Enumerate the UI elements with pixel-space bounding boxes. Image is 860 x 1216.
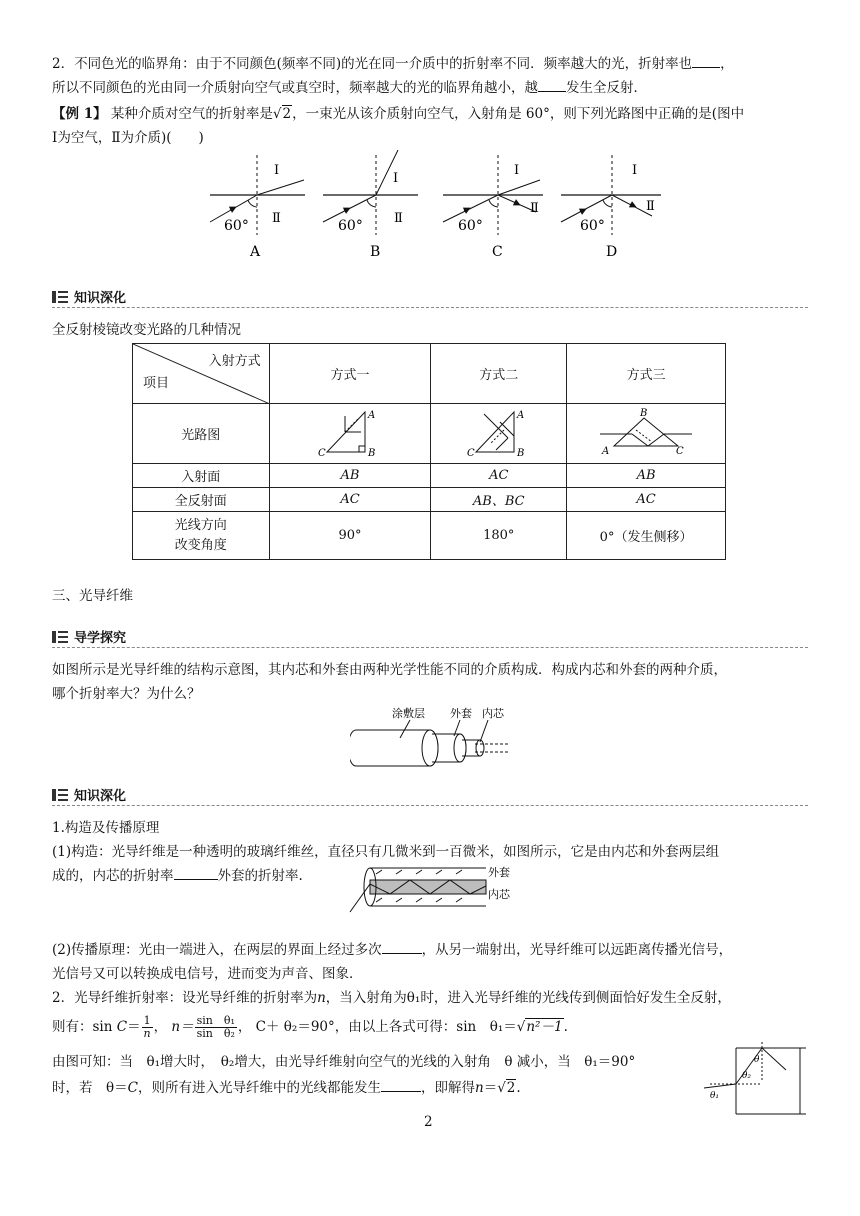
svg-text:60°: 60° <box>458 218 483 234</box>
subheading <box>52 818 159 838</box>
paragraph-line <box>52 988 731 1008</box>
fill-blank[interactable] <box>381 1078 421 1092</box>
table-cell: AB、BC <box>431 488 567 512</box>
text: ， <box>153 1019 168 1035</box>
svg-text:θ₁: θ₁ <box>710 1091 720 1101</box>
prism-diagram-cell <box>431 404 567 464</box>
table-cell: 0°（发生侧移） <box>567 512 726 560</box>
svg-text:Ⅰ: Ⅰ <box>514 163 520 178</box>
sqrt-value: 2 <box>506 1080 516 1096</box>
row-label <box>133 512 270 560</box>
text: . <box>563 1019 568 1035</box>
example-tag: 【例 1】 <box>52 106 107 122</box>
paragraph-line <box>52 964 363 984</box>
text: ， <box>720 56 734 72</box>
svg-text:Ⅱ: Ⅱ <box>646 199 655 214</box>
row-label-line: 光线方向 <box>174 517 227 533</box>
svg-text:60°: 60° <box>338 218 363 234</box>
svg-text:A: A <box>367 409 376 421</box>
svg-text:C: C <box>676 445 684 457</box>
option-c-diagram[interactable] <box>443 155 543 260</box>
text: 光信号又可以转换成电信号，进而变为声音、图象． <box>52 966 363 982</box>
prism-diagram-cell <box>269 404 431 464</box>
var-n: n <box>317 990 326 1006</box>
fill-blank[interactable] <box>538 78 566 92</box>
fraction-1-over-n: $\frac{1}{n}$ <box>143 1014 151 1040</box>
label-cladding: 外套 <box>488 866 510 879</box>
option-label: A <box>250 244 261 260</box>
label-core: 内芯 <box>482 707 504 720</box>
svg-text:A: A <box>602 445 610 457</box>
var-c: C <box>127 1080 138 1096</box>
row-label: 入射面 <box>133 464 270 488</box>
svg-text:C: C <box>466 447 475 458</box>
section-heading <box>52 586 133 606</box>
prism-diagram-cell <box>567 404 726 464</box>
section-header-icon <box>52 631 68 643</box>
divider <box>52 805 808 806</box>
text: ，由以上各式可得：sin θ₁＝ <box>334 1019 517 1035</box>
column-header: 方式二 <box>431 344 567 404</box>
fill-blank[interactable] <box>382 940 422 954</box>
section-header <box>52 785 126 804</box>
svg-text:B: B <box>370 244 381 260</box>
row-label: 全反射面 <box>133 488 270 512</box>
text: 2．光导纤维折射率：设光导纤维的折射率为 <box>52 990 318 1006</box>
svg-text:60°: 60° <box>580 218 605 234</box>
section-header-icon <box>52 789 68 801</box>
var-n: n <box>474 1080 484 1096</box>
divider <box>52 647 808 648</box>
fiber-propagation-figure <box>346 862 526 920</box>
table-cell: AC <box>269 488 431 512</box>
fiber-structure-figure <box>350 704 520 770</box>
prism-diagram-3 <box>596 406 696 458</box>
text: . <box>516 1080 521 1096</box>
text: (2)传播原理：光由一端进入，在两层的界面上经过多次 <box>52 942 382 958</box>
label-cladding: 外套 <box>450 707 472 720</box>
divider <box>52 307 808 308</box>
row-label-line: 改变角度 <box>174 537 227 553</box>
svg-text:A: A <box>516 409 524 421</box>
option-d-diagram[interactable] <box>561 155 661 260</box>
text: 如图所示是光导纤维的结构示意图，其内芯和外套由两种光学性能不同的介质构成．构成内芯和外套的两种介质， <box>52 662 727 678</box>
section-title: 导学探究 <box>74 631 127 646</box>
section-header-icon <box>52 291 68 303</box>
svg-text:Ⅱ: Ⅱ <box>394 211 403 226</box>
text: Ⅰ为空气，Ⅱ为介质)( ) <box>52 130 204 146</box>
option-a-diagram[interactable] <box>210 155 305 260</box>
text: 全反射棱镜改变光路的几种情况 <box>52 322 241 338</box>
table-cell: 180° <box>431 512 567 560</box>
diag-top-label: 入射方式 <box>208 354 261 369</box>
label-coating: 涂敷层 <box>392 707 425 720</box>
diag-bottom-label: 项目 <box>143 376 170 391</box>
prism-diagram-2 <box>464 406 534 458</box>
text: C＋ θ₂＝90° <box>255 1019 335 1035</box>
column-header: 方式三 <box>567 344 726 404</box>
text: 时，进入光导纤维的光线传到侧面恰好发生全反射， <box>420 990 731 1006</box>
svg-text:Ⅰ: Ⅰ <box>393 171 399 186</box>
table-cell: AB <box>269 464 431 488</box>
svg-text:B: B <box>640 407 648 419</box>
text: (1)构造：光导纤维是一种透明的玻璃纤维丝，直径只有几微米到一百微米，如图所示，它是由内芯和外套两层组 <box>52 844 720 860</box>
fiber-angle-figure <box>700 1040 810 1118</box>
paragraph-line <box>52 866 303 886</box>
text: 外套的折射率. <box>217 868 303 884</box>
sqrt-value: n²－1 <box>526 1019 563 1035</box>
fill-blank[interactable] <box>692 54 720 68</box>
text: ＝ <box>483 1080 498 1096</box>
option-b-diagram[interactable] <box>323 150 418 260</box>
section-title: 知识深化 <box>74 789 127 804</box>
svg-text:D: D <box>606 244 618 260</box>
svg-text:θ: θ <box>754 1055 760 1065</box>
text: 所以不同颜色的光由同一介质射向空气或真空时，频率越大的光的临界角越小，越 <box>52 80 538 96</box>
intro-line <box>52 320 241 340</box>
text: ， <box>237 1019 252 1035</box>
table-cell: AB <box>567 464 726 488</box>
var-theta1: θ₁ <box>406 990 421 1006</box>
prism-diagram-1 <box>315 406 385 458</box>
text: ，则所有进入光导纤维中的光线都能发生 <box>137 1080 381 1096</box>
paragraph-line <box>52 78 647 98</box>
text: ，当入射角为 <box>325 990 407 1006</box>
table-cell: AC <box>567 488 726 512</box>
prism-table <box>132 343 726 560</box>
svg-text:B: B <box>516 447 525 458</box>
paragraph-line <box>52 940 732 960</box>
column-header: 方式一 <box>269 344 431 404</box>
text: 时，若 θ＝ <box>52 1080 128 1096</box>
svg-text:60°: 60° <box>224 218 249 234</box>
paragraph-line <box>52 842 719 862</box>
svg-text:Ⅱ: Ⅱ <box>530 201 539 216</box>
section-header <box>52 287 126 306</box>
text: 2 <box>424 1114 433 1130</box>
section-title: 知识深化 <box>74 291 127 306</box>
text: ，一束光从该介质射向空气，入射角是 60°，则下列光路图中正确的是(图中 <box>292 106 745 122</box>
var-c: C <box>116 1019 128 1035</box>
text: 1.构造及传播原理 <box>52 820 160 836</box>
text: 由图可知：当 θ₁增大时， θ₂增大，由光导纤维射向空气的光线的入射角 θ 减小，当 θ₁＝90° <box>52 1054 636 1070</box>
text: 发生全反射． <box>566 80 647 96</box>
page-number <box>424 1112 433 1132</box>
paragraph-line <box>52 54 734 74</box>
paragraph-line <box>52 1052 635 1072</box>
text: ，从另一端射出，光导纤维可以远距离传播光信号， <box>421 942 733 958</box>
paragraph-line: 时，若 θ＝C，则所有进入光导纤维中的光线都能发生 ，即解得n＝√2. <box>52 1080 521 1096</box>
text: 2．不同色光的临界角：由于不同颜色(频率不同)的光在同一介质中的折射率不同．频率越大的光，折射率也 <box>52 56 693 72</box>
text: ，即解得 <box>420 1080 475 1096</box>
text: 成的，内芯的折射率 <box>52 868 174 884</box>
label-core: 内芯 <box>488 888 510 901</box>
option-diagrams <box>200 150 670 262</box>
diagonal-header-cell <box>133 344 270 404</box>
medium-label: Ⅰ <box>274 163 280 178</box>
fill-blank[interactable] <box>174 866 218 880</box>
table-cell: 90° <box>269 512 431 560</box>
sqrt-value: 2 <box>282 106 292 122</box>
text: 三、光导纤维 <box>52 588 133 604</box>
example-line <box>52 128 204 148</box>
row-label: 光路图 <box>133 404 270 464</box>
section-header <box>52 627 126 646</box>
text: ＝ <box>127 1019 141 1035</box>
text: 某种介质对空气的折射率是 <box>110 106 273 122</box>
table-cell: AC <box>431 464 567 488</box>
svg-text:B: B <box>367 447 376 458</box>
svg-text:θ₂: θ₂ <box>742 1071 752 1081</box>
formula-line: 则有：sin C＝ $\frac{1}{n}$ ， n＝ $\frac{\text{sin θ₁}}{\text{sin θ₂}}$ ， C＋ θ₂＝90°，由以上各式可得：sin θ₁＝√n²－1. <box>52 1014 568 1040</box>
text: 则有：sin <box>52 1019 113 1035</box>
svg-text:Ⅱ: Ⅱ <box>272 211 281 226</box>
text: n＝ <box>171 1019 194 1035</box>
svg-text:C: C <box>317 447 326 458</box>
paragraph-line <box>52 660 727 680</box>
svg-text:C: C <box>492 244 503 260</box>
paragraph-line <box>52 684 201 704</box>
svg-text:Ⅰ: Ⅰ <box>632 163 638 178</box>
example-line: 【例 1】 某种介质对空气的折射率是√2，一束光从该介质射向空气，入射角是 60°，则下列光路图中正确的是(图中 <box>52 106 745 122</box>
fraction-sin: $\frac{\text{sin θ₁}}{\text{sin θ₂}}$ <box>196 1014 235 1040</box>
text: 哪个折射率大？为什么？ <box>52 686 201 702</box>
